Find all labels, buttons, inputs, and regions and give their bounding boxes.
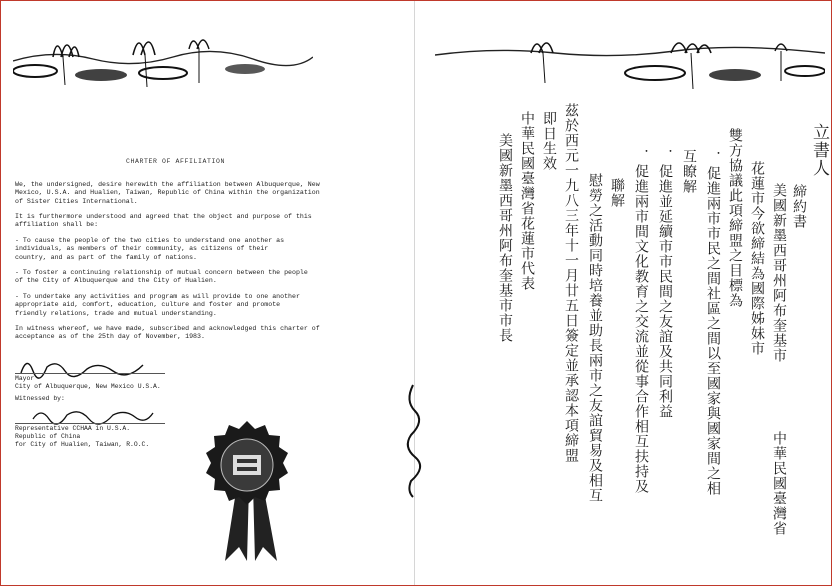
chinese-column: 茲於西元一九八三年十一月廿五日簽定並承認本項締盟 [563, 103, 579, 463]
chinese-column: ．促進並延續市市民間之友誼及共同利益 [657, 149, 673, 419]
lotus-ornament-right [435, 33, 825, 93]
charter-paragraph: In witness whereof, we have made, subscribed and acknowledged this charter of acceptance as of the 25th day of November, 1983. [15, 325, 320, 341]
mayor-signature [17, 353, 157, 381]
chinese-charter-page [415, 1, 832, 586]
lotus-ornament-left [13, 27, 313, 91]
signature-line [15, 423, 165, 424]
charter-paragraph: We, the undersigned, desire herewith the affiliation between Albuquerque, New Mexico, U.S.A. and Hualien, Taiwan, Republic of China within the organization of Sister Cities International. [15, 181, 320, 205]
chinese-column: 即日生效 [541, 111, 557, 171]
chinese-column: 雙方協議此項締盟之目標為 [727, 128, 743, 308]
chinese-column: 締約書 [791, 184, 807, 229]
chinese-column: 美國新墨西哥州阿布奎基市市長 [497, 133, 513, 343]
witness-label: Witnessed by: [15, 395, 65, 402]
mayor-title: Mayor [15, 375, 35, 382]
chinese-column: 花蓮市今欲締結為國際姊妹市 [749, 161, 765, 356]
chinese-column: ．促進兩市間文化教育之交流並從事合作相互扶持及 [633, 149, 649, 494]
signature-line [15, 373, 165, 374]
chinese-column: 互瞭解 [681, 149, 697, 194]
chinese-column: 中華民國臺灣省花蓮市代表 [519, 111, 535, 291]
representative-line: for City of Hualien, Taiwan, R.O.C. [15, 441, 150, 448]
chinese-column: 立書人 [809, 123, 829, 177]
charter-paragraph: - To undertake any activities and program as will provide to one another appropriate aid, comfort, education, culture and foster and promote friendly relations, trade and mutual understanding. [15, 293, 300, 317]
gold-seal-icon [197, 415, 297, 565]
brush-signature [399, 381, 427, 501]
representative-line: Republic of China [15, 433, 81, 440]
chinese-column: 中華民國臺灣省 [771, 431, 787, 536]
english-charter-page [1, 1, 415, 586]
charter-paragraph: - To foster a continuing relationship of mutual concern between the people of the City of Albuquerque and the City of Hualien. [15, 269, 308, 285]
representative-line: Representative CCHAA in U.S.A. [15, 425, 131, 432]
chinese-column: 慰勞之活動同時培養並助長兩市之友誼貿易及相互 [587, 173, 603, 503]
charter-title: CHARTER OF AFFILIATION [126, 158, 226, 165]
chinese-column: 美國新墨西哥州阿布奎基市 [771, 183, 787, 363]
mayor-city: City of Albuquerque, New Mexico U.S.A. [15, 383, 161, 390]
charter-paragraph: - To cause the people of the two cities to understand one another as individuals, as members of their community, as citizens of their country, and as part of the family of nations. [15, 237, 285, 261]
chinese-column: ．促進兩市市民之間社區之間以至國家與國家間之相 [705, 151, 721, 496]
charter-paragraph: It is furthermore understood and agreed that the object and purpose of this affiliation shall be: [15, 213, 312, 229]
chinese-column: 聯解 [609, 178, 625, 208]
